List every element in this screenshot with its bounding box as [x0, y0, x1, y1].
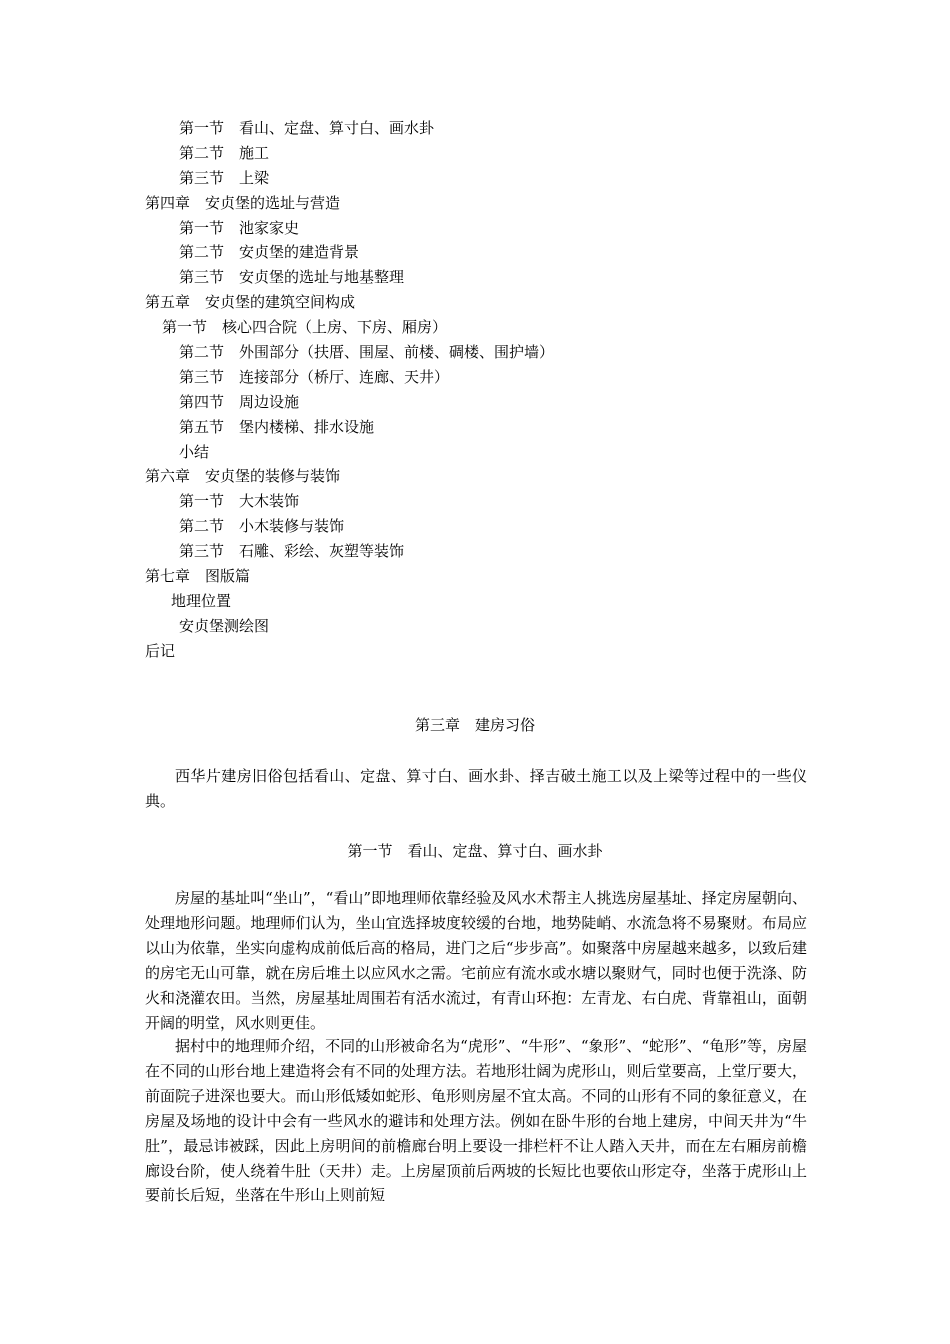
toc-entry-title: 外围部分（扶厝、围屋、前楼、碉楼、围护墙） [239, 343, 555, 362]
toc-entry-title: 石雕、彩绘、灰塑等装饰 [239, 542, 405, 561]
section-title: 看山、定盘、算寸白、画水卦 [407, 842, 603, 860]
toc-chapter-entry [145, 191, 825, 216]
toc-entry-title: 安贞堡的建筑空间构成 [205, 293, 356, 312]
chapter-number: 第三章 [414, 716, 460, 734]
intro-paragraph: 西华片建房旧俗包括看山、定盘、算寸白、画水卦、择吉破土施工以及上梁等过程中的一些仪典。 [145, 767, 807, 810]
toc-entry-number: 第一节 [179, 218, 225, 237]
toc-entry [145, 440, 825, 465]
section-heading [0, 838, 950, 864]
toc-entry [145, 415, 825, 440]
toc-entry-title: 上梁 [239, 168, 270, 187]
toc-entry [145, 514, 825, 539]
toc-entry-title: 大木装饰 [239, 492, 300, 511]
toc-entry [145, 315, 825, 340]
body-paragraph: 房屋的基址叫“坐山”，“看山”即地理师依靠经验及风水术帮主人挑选房屋基址、择定房屋朝向、处理地形问题。地理师们认为，坐山宜选择坡度较缓的台地，地势陡峭、水流急将不易聚财。布局应以山为依靠，坐实向虚构成前低后高的格局，进门之后“步步高”。如聚落中房屋越来越多，以致后建的房宅无山可靠，就在房后堆土以应风水之需。宅前应有流水或水塘以聚财气，同时也便于洗涤、防火和浇灌农田。当然，房屋基址周围若有活水流过，有青山环抱：左青龙、右白虎、背靠祖山，面朝开阔的明堂，风水则更佳。 [145, 889, 807, 1032]
toc-chapter-entry [145, 639, 825, 664]
toc-entry-title: 后记 [145, 641, 176, 660]
toc-entry [145, 116, 825, 141]
toc-entry-number: 第六章 [145, 467, 191, 486]
toc-entry-title: 安贞堡的装修与装饰 [205, 467, 341, 486]
toc-entry-number: 第一节 [179, 492, 225, 511]
toc-entry [145, 365, 825, 390]
chapter-title: 建房习俗 [475, 716, 536, 734]
toc-entry-title: 连接部分（桥厅、连廊、天井） [239, 367, 450, 386]
toc-entry-number: 第四章 [145, 193, 191, 212]
toc-entry-title: 小木装修与装饰 [239, 517, 345, 536]
toc-entry-number: 第五章 [145, 293, 191, 312]
toc-entry-title: 安贞堡的建造背景 [239, 243, 360, 262]
toc-entry-title: 看山、定盘、算寸白、画水卦 [239, 119, 435, 137]
toc-entry [145, 589, 825, 614]
toc-chapter-entry [145, 464, 825, 489]
toc-entry-number: 第一节 [162, 318, 208, 337]
toc-entry-number: 第二节 [179, 243, 225, 262]
toc-entry-number: 第一节 [179, 119, 225, 137]
toc-entry-number: 第三节 [179, 542, 225, 561]
table-of-contents [145, 116, 825, 664]
toc-chapter-entry [145, 564, 825, 589]
toc-entry-number: 第七章 [145, 567, 191, 586]
toc-entry-title: 安贞堡的选址与地基整理 [239, 268, 405, 287]
toc-entry [145, 614, 825, 639]
chapter-heading [0, 712, 950, 738]
toc-entry [145, 340, 825, 365]
toc-entry-title: 安贞堡的选址与营造 [205, 193, 341, 212]
toc-entry [145, 539, 825, 564]
toc-entry-title: 核心四合院（上房、下房、厢房） [222, 318, 448, 337]
toc-entry-title: 池家家史 [239, 218, 300, 237]
toc-entry-title: 安贞堡测绘图 [179, 616, 270, 635]
toc-entry-title: 堡内楼梯、排水设施 [239, 417, 375, 436]
toc-entry-title: 图版篇 [205, 567, 251, 586]
toc-entry [145, 489, 825, 514]
toc-entry-title: 施工 [239, 143, 270, 162]
toc-entry [145, 166, 825, 191]
toc-entry-title: 地理位置 [171, 591, 232, 610]
toc-entry-title: 小结 [179, 442, 210, 461]
toc-entry [145, 141, 825, 166]
body-paragraph: 据村中的地理师介绍，不同的山形被命名为“虎形”、“牛形”、“象形”、“蛇形”、“龟形”等，房屋在不同的山形台地上建造将会有不同的处理方法。若地形壮阔为虎形山，则后堂要高，上堂厅要大，前面院子进深也要大。而山形低矮如蛇形、龟形则房屋不宜太高。不同的山形有不同的象征意义，在房屋及场地的设计中会有一些风水的避讳和处理方法。例如在卧牛形的台地上建房，中间天井为“牛肚”，最忌讳被踩，因此上房明间的前檐廊台明上要设一排栏杆不让人踏入天井，而在左右厢房前檐廊设台阶，使人绕着牛肚（天井）走。上房屋顶前后两坡的长短比也要依山形定夺，坐落于虎形山上要前长后短，坐落在牛形山上则前短 [145, 1037, 807, 1205]
toc-entry [145, 240, 825, 265]
toc-entry-number: 第三节 [179, 268, 225, 287]
toc-entry [145, 265, 825, 290]
toc-entry-number: 第五节 [179, 417, 225, 436]
toc-chapter-entry [145, 290, 825, 315]
toc-entry-number: 第四节 [179, 392, 225, 411]
toc-entry-title: 周边设施 [239, 392, 300, 411]
toc-entry [145, 390, 825, 415]
toc-entry-number: 第二节 [179, 517, 225, 536]
toc-entry-number: 第三节 [179, 367, 225, 386]
toc-entry [145, 216, 825, 241]
toc-entry-number: 第二节 [179, 143, 225, 162]
toc-entry-number: 第三节 [179, 168, 225, 187]
toc-entry-number: 第二节 [179, 343, 225, 362]
section-number: 第一节 [347, 842, 393, 860]
